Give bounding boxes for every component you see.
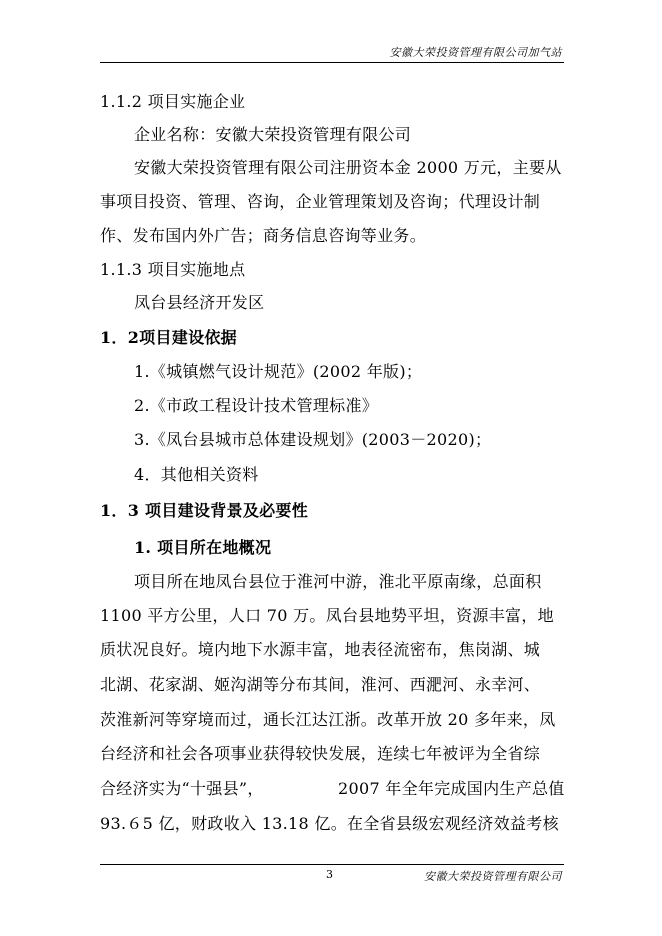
subsection-heading: 1. 项目所在地概况: [134, 538, 272, 557]
paragraph-line: 2007 年全年完成国内生产总值: [338, 779, 565, 798]
paragraph-line: 93.６5 亿，财政收入 13.18 亿。在全省县级宏观经济效益考核: [100, 814, 559, 833]
paragraph-line: 台经济和社会各项事业获得较快发展，连续七年被评为全省综: [100, 744, 541, 763]
header-divider: [100, 62, 564, 63]
paragraph-line: 质状况良好。境内地下水源丰富，地表径流密布，焦岗湖、城: [100, 640, 541, 659]
section-heading-1-3: 1．3 项目建设背景及必要性: [100, 501, 309, 520]
paragraph-line: 合经济实为“十强县”，: [100, 779, 264, 798]
paragraph-line: 茨淮新河等穿境而过，通长江达江浙。改革开放 20 多年来，凤: [100, 710, 556, 729]
list-item: 2.《市政工程设计技术管理标准》: [134, 396, 379, 415]
list-item: 4．其他相关资料: [134, 465, 259, 484]
section-heading-1-1-2: 1.1.2 项目实施企业: [100, 92, 246, 111]
paragraph-line: 北湖、花家湖、姬沟湖等分布其间，淮河、西淝河、永幸河、: [100, 675, 541, 694]
footer-company-name: 安徽大荣投资管理有限公司: [424, 870, 562, 883]
section-heading-1-2: 1．2项目建设依据: [100, 328, 237, 347]
page-number: 3: [326, 868, 333, 881]
list-item: 3.《凤台县城市总体建设规划》(2003－2020)；: [134, 430, 492, 449]
paragraph-line: 企业名称：安徽大荣投资管理有限公司: [134, 125, 412, 144]
paragraph-line: 安徽大荣投资管理有限公司注册资本金 2000 万元，主要从: [134, 158, 562, 177]
section-heading-1-1-3: 1.1.3 项目实施地点: [100, 260, 246, 279]
paragraph-line: 事项目投资、管理、咨询，企业管理策划及咨询；代理设计制: [100, 192, 541, 211]
paragraph-line: 1100 平方公里，人口 70 万。凤台县地势平坦，资源丰富，地: [100, 606, 554, 625]
paragraph-line: 凤台县经济开发区: [134, 293, 265, 312]
footer-divider: [100, 864, 564, 865]
list-item: 1.《城镇燃气设计规范》(2002 年版)；: [134, 362, 423, 381]
header-company-name: 安徽大荣投资管理有限公司加气站: [389, 46, 562, 59]
paragraph-line: 作、发布国内外广告；商务信息咨询等业务。: [100, 226, 427, 245]
paragraph-line: 项目所在地凤台县位于淮河中游，淮北平原南缘，总面积: [134, 572, 542, 591]
